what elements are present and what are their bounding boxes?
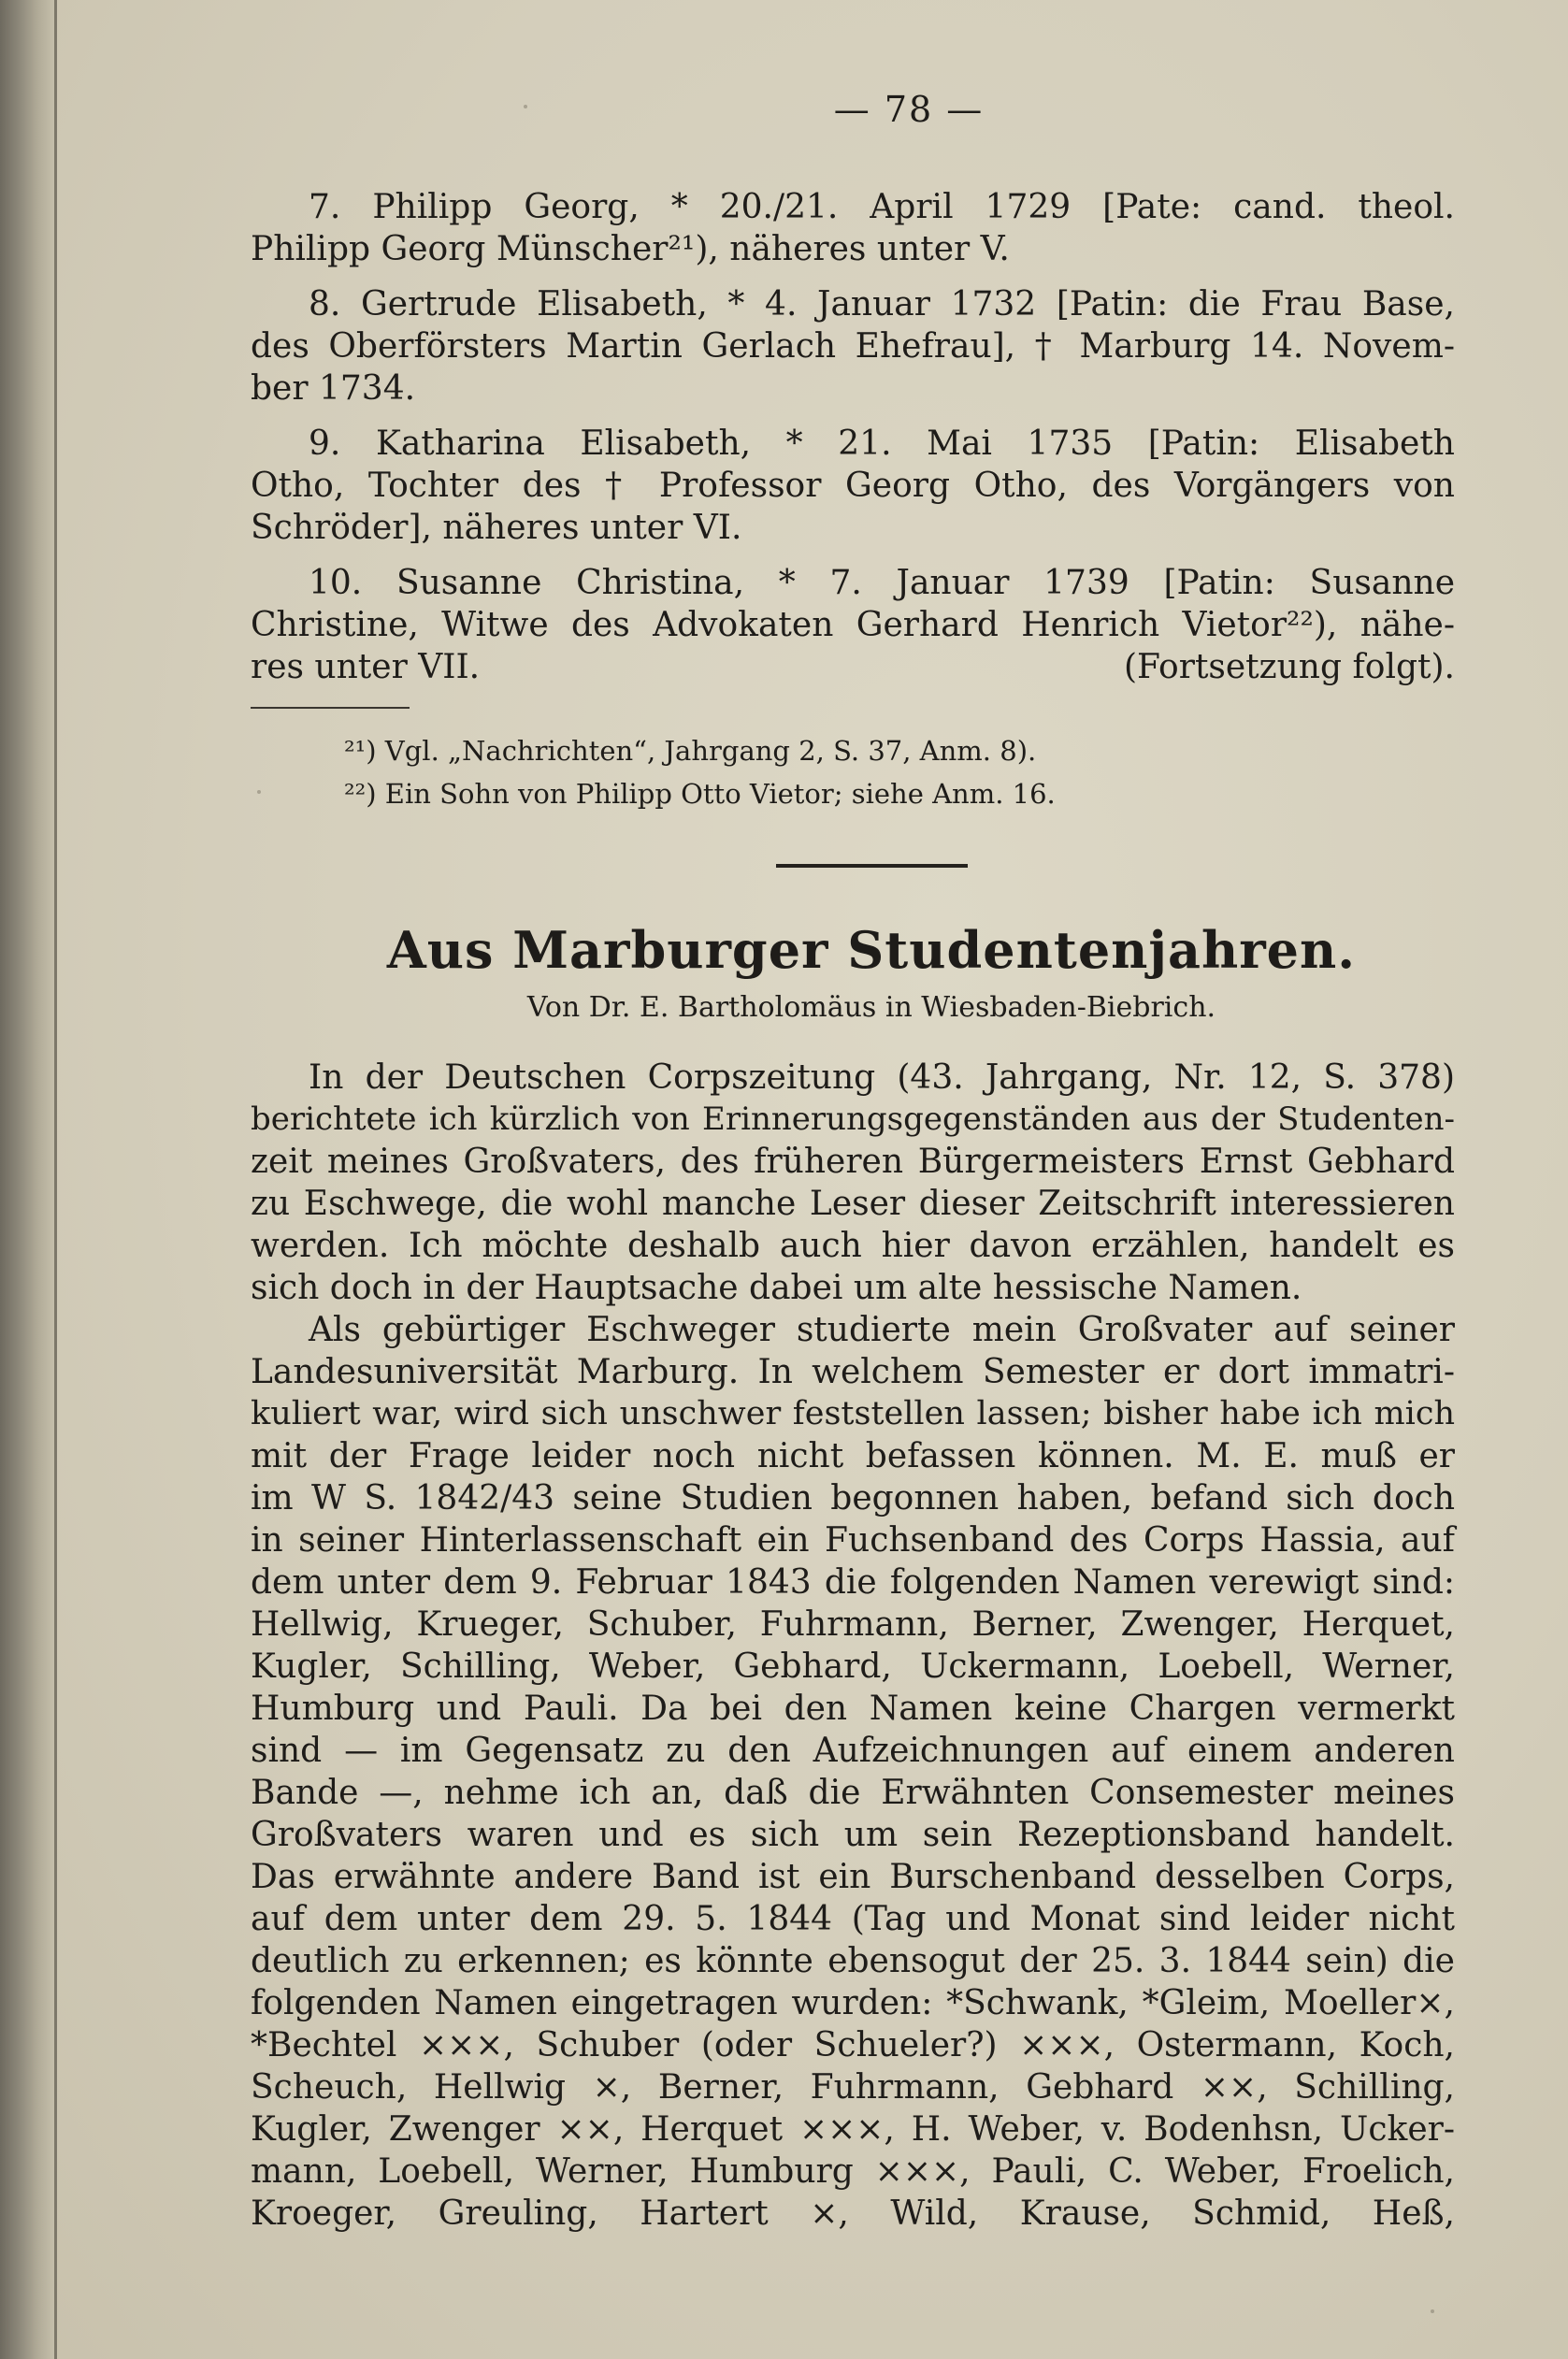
paragraph-line: mit der Frage leider noch nicht befassen können. M. E. muß er — [251, 1437, 1455, 1475]
book-page — [251, 89, 1455, 2235]
entry-line: ber 1734. — [251, 369, 416, 408]
paragraph-line: In der Deutschen Corpszeitung (43. Jahrgang, Nr. 12, S. 378) — [309, 1058, 1455, 1097]
paragraph-line: auf dem unter dem 29. 5. 1844 (Tag und Monat sind leider nicht — [251, 1900, 1455, 1938]
footnote-22: ²²) Ein Sohn von Philipp Otto Vietor; siehe Anm. 16. — [344, 778, 1056, 810]
list-entry-10 — [251, 562, 1455, 688]
footnote-divider — [251, 707, 410, 709]
paragraph-line: in seiner Hinterlassenschaft ein Fuchsenband des Corps Hassia, auf — [251, 1521, 1455, 1560]
article-title: Aus Marburger Studentenjahren. — [386, 920, 1357, 980]
entry-line: Philipp Georg Münscher²¹), näheres unter V. — [251, 230, 1010, 268]
entry-line: Otho, Tochter des † Professor Georg Otho, des Vorgängers von — [251, 467, 1455, 505]
paragraph-line: zeit meines Großvaters, des früheren Bürgermeisters Ernst Gebhard — [251, 1143, 1455, 1181]
paragraph-line: Das erwähnte andere Band ist ein Burschenband desselben Corps, — [251, 1858, 1455, 1896]
paragraph-line: Hellwig, Krueger, Schuber, Fuhrmann, Berner, Zwenger, Herquet, — [251, 1605, 1455, 1644]
paragraph-line: zu Eschwege, die wohl manche Leser dieser Zeitschrift interessieren — [251, 1185, 1455, 1223]
paper-speck — [257, 790, 261, 794]
paragraph-2 — [251, 1309, 1455, 2235]
entry-line: 9. Katharina Elisabeth, * 21. Mai 1735 [Patin: Elisabeth — [309, 424, 1455, 463]
paragraph-line: Kugler, Schilling, Weber, Gebhard, Uckermann, Loebell, Werner, — [251, 1647, 1455, 1686]
list-entry-7 — [251, 186, 1455, 270]
paragraph-line: berichtete ich kürzlich von Erinnerungsgegenständen aus der Studenten- — [251, 1100, 1455, 1138]
paragraph-line: werden. Ich möchte deshalb auch hier davon erzählen, handelt es — [251, 1227, 1455, 1265]
paragraph-line: *Bechtel ×××, Schuber (oder Schueler?) ×××, Ostermann, Koch, — [251, 2026, 1455, 2064]
paragraph-line: mann, Loebell, Werner, Humburg ×××, Pauli, C. Weber, Froelich, — [251, 2152, 1455, 2191]
continuation-note: (Fortsetzung folgt). — [1124, 648, 1455, 686]
binding-shadow-line — [54, 0, 57, 2359]
article-byline: Von Dr. E. Bartholomäus in Wiesbaden-Biebrich. — [526, 991, 1216, 1024]
paper-speck — [1431, 2309, 1434, 2313]
paragraph-line: sind — im Gegensatz zu den Aufzeichnungen auf einem anderen — [251, 1732, 1455, 1770]
paragraph-1 — [251, 1057, 1455, 1309]
entry-line: 7. Philipp Georg, * 20./21. April 1729 [Pate: cand. theol. — [309, 188, 1455, 226]
list-entry-9 — [251, 423, 1455, 549]
page-number: — 78 — — [833, 89, 985, 130]
paper-speck — [524, 105, 527, 108]
entry-line: Christine, Witwe des Advokaten Gerhard Henrich Vietor²²), nähe- — [251, 606, 1455, 644]
paragraph-line: kuliert war, wird sich unschwer feststellen lassen; bisher habe ich mich — [251, 1395, 1455, 1432]
entry-line: 10. Susanne Christina, * 7. Januar 1739 [Patin: Susanne — [309, 564, 1455, 602]
paragraph-line: deutlich zu erkennen; es könnte ebensogut der 25. 3. 1844 sein) die — [251, 1942, 1455, 1980]
paragraph-line: dem unter dem 9. Februar 1843 die folgenden Namen verewigt sind: — [251, 1563, 1455, 1602]
entry-line: des Oberförsters Martin Gerlach Ehefrau], † Marburg 14. Novem- — [251, 327, 1455, 366]
footnote-21: ²¹) Vgl. „Nachrichten“, Jahrgang 2, S. 37, Anm. 8). — [344, 735, 1037, 767]
book-binding-edge — [0, 0, 54, 2359]
entry-last-line — [251, 646, 1455, 688]
paragraph-line: Bande —, nehme ich an, daß die Erwähnten Consemester meines — [251, 1774, 1455, 1812]
paragraph-line: folgenden Namen eingetragen wurden: *Schwank, *Gleim, Moeller×, — [251, 1984, 1455, 2022]
paragraph-line: Humburg und Pauli. Da bei den Namen keine Chargen vermerkt — [251, 1690, 1455, 1728]
paragraph-line: Kroeger, Greuling, Hartert ×, Wild, Krause, Schmid, Heß, — [251, 2194, 1455, 2233]
section-divider — [776, 864, 968, 868]
paragraph-line: im W S. 1842/43 seine Studien begonnen haben, befand sich doch — [251, 1479, 1455, 1518]
entry-line: 8. Gertrude Elisabeth, * 4. Januar 1732 [Patin: die Frau Base, — [309, 285, 1455, 324]
entry-line-end: res unter VII. — [251, 648, 481, 686]
paragraph-line: sich doch in der Hauptsache dabei um alte hessische Namen. — [251, 1269, 1302, 1307]
paragraph-line: Scheuch, Hellwig ×, Berner, Fuhrmann, Gebhard ××, Schilling, — [251, 2068, 1455, 2107]
entry-line: Schröder], näheres unter VI. — [251, 509, 742, 547]
paragraph-line: Landesuniversität Marburg. In welchem Semester er dort immatri- — [251, 1353, 1455, 1391]
paragraph-line: Kugler, Zwenger ××, Herquet ×××, H. Weber, v. Bodenhsn, Ucker- — [251, 2110, 1455, 2149]
paragraph-line: Großvaters waren und es sich um sein Rezeptionsband handelt. — [251, 1816, 1455, 1854]
list-entry-8 — [251, 283, 1455, 410]
paragraph-line: Als gebürtiger Eschweger studierte mein Großvater auf seiner — [309, 1311, 1455, 1349]
